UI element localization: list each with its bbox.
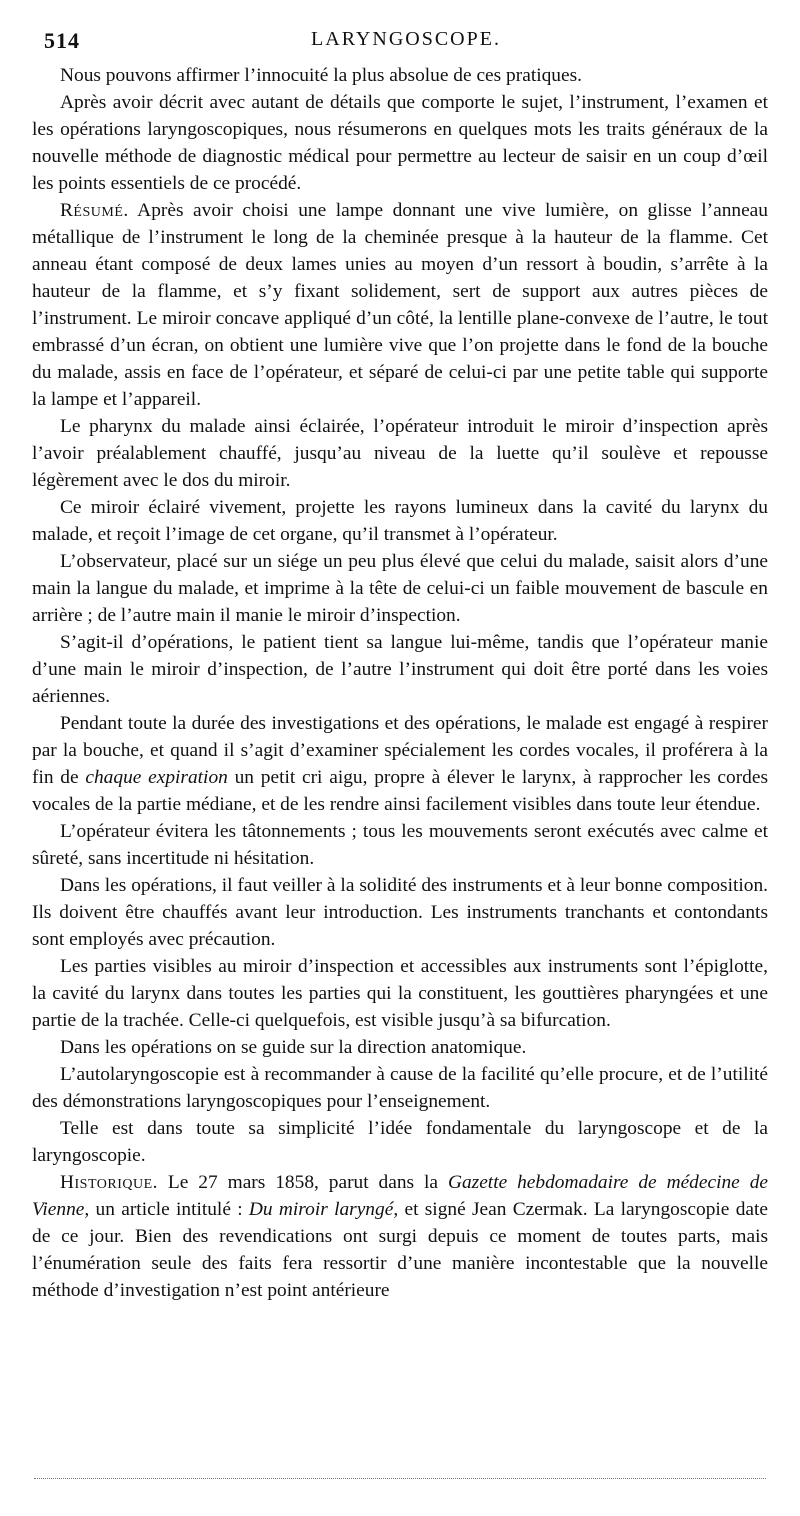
italic-journal-title: Gazette hebdomadaire de médecine de Vienne — [32, 1172, 769, 1220]
paragraph: S’agit-il d’opérations, le patient tient sa langue lui-même, tandis que l’opérateur manie d’une main le miroir d’inspection, de l’autre l’instrument qui doit être porté dans les voies aériennes. — [32, 632, 768, 707]
paragraph: Dans les opérations on se guide sur la direction anatomique. — [60, 1037, 527, 1058]
paragraph: Le pharynx du malade ainsi éclairée, l’opérateur introduit le miroir d’inspection après l’avoir préalablement chauffé, jusqu’au niveau de la luette qu’il soulève et repousse légèrement avec le dos du miroir. — [32, 416, 768, 491]
paragraph: L’opérateur évitera les tâtonnements ; tous les mouvements seront exécutés avec calme et sûreté, sans incertitude ni hésitation. — [32, 821, 768, 869]
paragraph: Dans les opérations, il faut veiller à la solidité des instruments et à leur bonne composition. Ils doivent être chauffés avant leur introduction. Les instruments tranchants et contondants sont employés avec précaution. — [32, 875, 768, 950]
section-label-resume: Résumé. — [60, 200, 129, 221]
paragraph: L’observateur, placé sur un siége un peu plus élevé que celui du malade, saisit alors d’une main la langue du malade, et imprime à la tête de celui-ci un faible mouvement de bascule en arrière ; de l’autre main il manie le miroir d’inspection. — [32, 551, 768, 626]
paragraph-resume — [32, 197, 768, 413]
paragraph: Nous pouvons affirmer l’innocuité la plus absolue de ces pratiques. — [60, 65, 582, 86]
paragraph: L’autolaryngoscopie est à recommander à cause de la facilité qu’elle procure, et de l’utilité des démonstrations laryngoscopiques pour l’enseignement. — [32, 1064, 768, 1112]
italic-article-title: Du miroir laryngé — [248, 1199, 394, 1220]
paragraph-text: Pendant toute la durée des investigations et des opérations, le malade est engagé à respirer par la bouche, et quand il s’agit d’examiner spécialement les cordes vocales, il proférera à la fin de — [32, 713, 768, 788]
paragraph-text: Le 27 mars 1858, parut dans la — [157, 1172, 448, 1193]
page-number: 514 — [44, 28, 80, 53]
paragraph-historique — [32, 1169, 768, 1304]
paragraph: Après avoir décrit avec autant de détails que comporte le sujet, l’instrument, l’examen et les opérations laryngoscopiques, nous résumerons en quelques mots les traits généraux de la nouvelle méthode de diagnostic médical pour permettre au lecteur de saisir en un coup d’œil les points essentiels de ce procédé. — [32, 92, 768, 194]
paragraph-text: un petit cri aigu, propre à élever le larynx, à rapprocher les cordes vocales de la partie médiane, et de les rendre ainsi facilement visibles dans toute leur étendue. — [32, 767, 768, 815]
paragraph: Ce miroir éclairé vivement, projette les rayons lumineux dans la cavité du larynx du malade, et reçoit l’image de cet organe, qu’il transmet à l’opérateur. — [32, 497, 768, 545]
paragraph: Les parties visibles au miroir d’inspection et accessibles aux instruments sont l’épiglotte, la cavité du larynx dans toutes les parties qui la constituent, les gouttières pharyngées et une partie de la trachée. Celle-ci quelquefois, est visible jusqu’à sa bifurcation. — [32, 956, 768, 1031]
section-label-historique: Historique. — [60, 1172, 158, 1193]
italic-text: chaque expiration — [85, 767, 228, 788]
paragraph-text: , et signé Jean Czermak. La laryngoscopie date de ce jour. Bien des revendications ont surgi depuis ce moment de toutes parts, mais l’énumération seule des faits fera ressortir d’une manière incontestable que la nouvelle méthode d’investigation n’est point antérieure — [32, 1199, 768, 1301]
paragraph — [32, 710, 768, 818]
paragraph: Telle est dans toute sa simplicité l’idée fondamentale du laryngoscope et de la laryngoscopie. — [32, 1118, 768, 1166]
page-header — [44, 28, 768, 56]
paragraph-text: , un article intitulé : — [84, 1199, 249, 1220]
page-body — [32, 62, 768, 1304]
running-head: LARYNGOSCOPE. — [311, 28, 501, 50]
paragraph-text: Après avoir choisi une lampe donnant une vive lumière, on glisse l’anneau métallique de l’instrument le long de la cheminée presque à la hauteur de la flamme. Cet anneau étant composé de deux lames unies au moyen d’un ressort à boudin, s’arrête à la hauteur de la flamme, et s’y fixant solidement, sert de support aux autres pièces de l’instrument. Le miroir concave appliqué d’un côté, la lentille plane-convexe de l’autre, le tout embrassé d’un écran, on obtient une lumière vive que l’on projette dans le fond de la bouche du malade, assis en face de l’opérateur, et séparé de celui-ci par une petite table qui supporte la lampe et l’appareil. — [32, 200, 768, 410]
footer-dotted-rule — [34, 1478, 766, 1479]
